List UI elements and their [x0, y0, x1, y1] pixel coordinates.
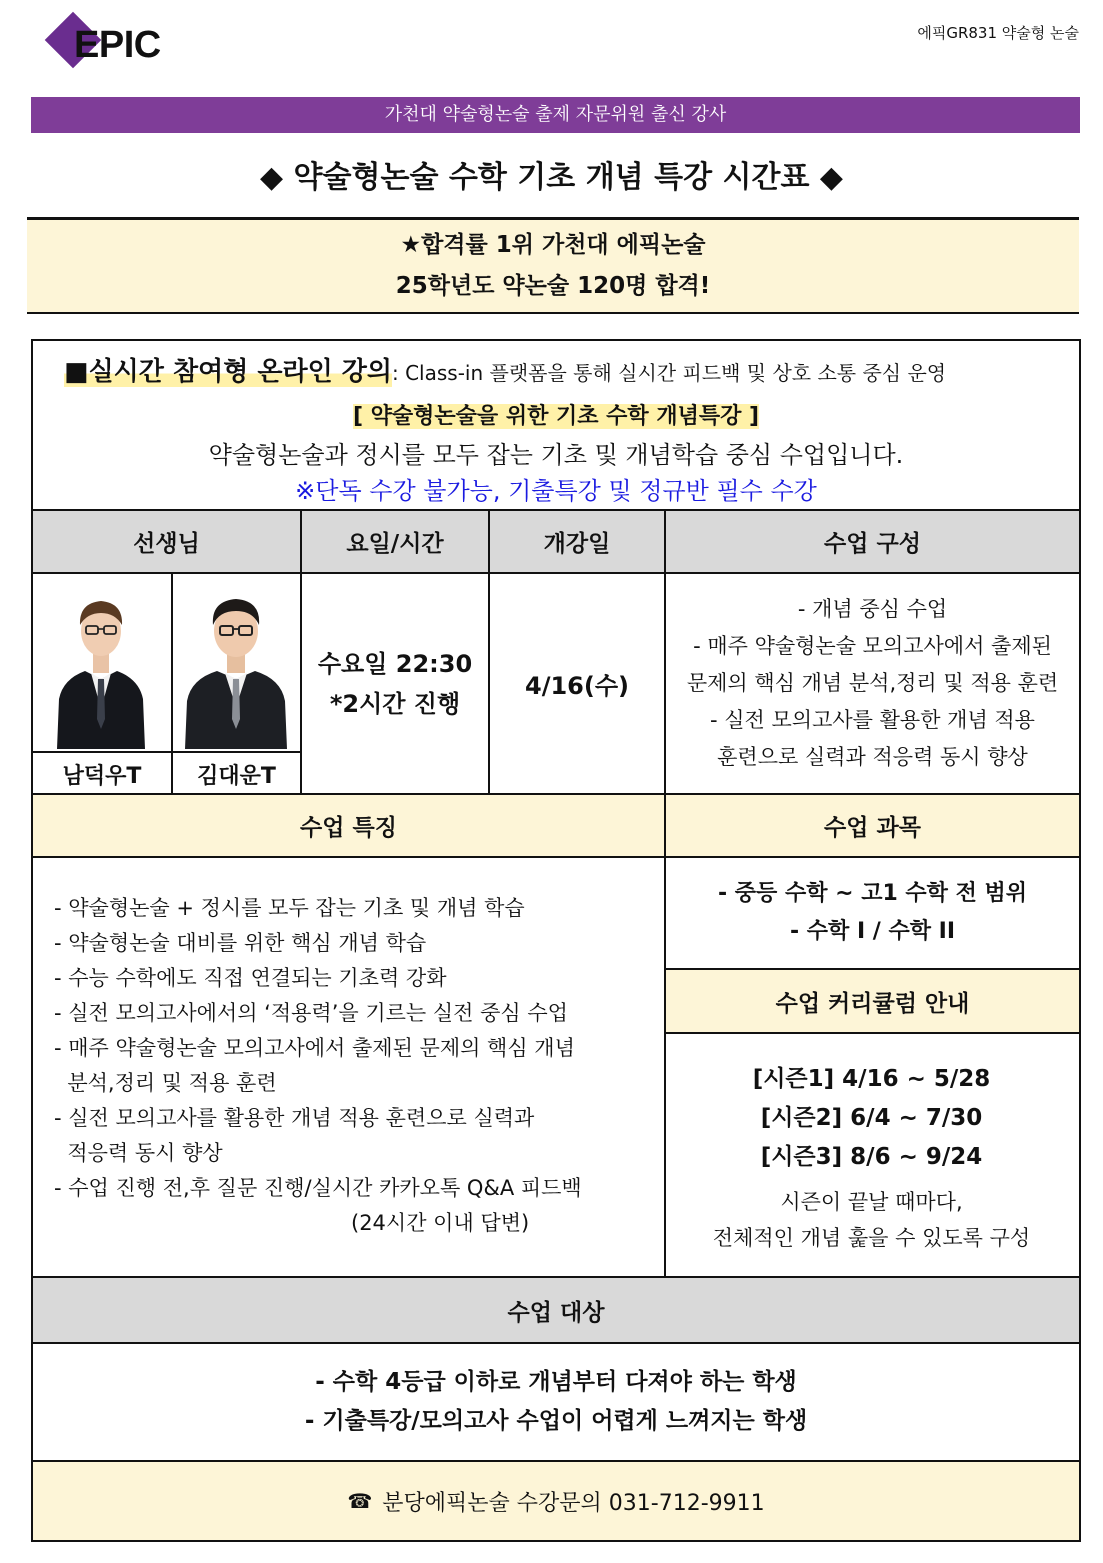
highlight-box [27, 220, 1079, 314]
header-start-date: 개강일 [488, 509, 664, 572]
features-header: 수업 특징 [33, 793, 664, 856]
curriculum-header: 수업 커리큘럼 안내 [664, 968, 1079, 1032]
course-name-text: [ 약술형논술을 위한 기초 수학 개념특강 ] [352, 404, 760, 429]
composition-cell [664, 572, 1079, 793]
subjects-cell [664, 856, 1079, 968]
composition-line: - 매주 약술형논술 모의고사에서 출제된 [693, 634, 1052, 658]
teacher-photo-1 [49, 579, 153, 749]
logo-text: EPIC [74, 24, 161, 66]
lecture-type-detail: : Class-in 플랫폼을 통해 실시간 피드백 및 상호 소통 중심 운영 [392, 361, 947, 385]
feature-item: - 매주 약술형논술 모의고사에서 출제된 문제의 핵심 개념 [54, 1036, 575, 1060]
feature-item: - 약술형논술 대비를 위한 핵심 개념 학습 [54, 931, 427, 955]
teacher-cell-1 [33, 572, 171, 793]
target-header: 수업 대상 [33, 1276, 1079, 1342]
curriculum-note-line: 시즌이 끝날 때마다, [780, 1190, 963, 1214]
class-time [300, 572, 488, 793]
composition-line: - 실전 모의고사를 활용한 개념 적용 [710, 708, 1035, 732]
page-title: ◆ 약술형논술 수학 기초 개념 특강 시간표 ◆ [260, 160, 843, 195]
season-item: [시즌2] 6/4 ~ 7/30 [760, 1105, 983, 1131]
contact-cell [33, 1460, 1079, 1540]
subjects-header: 수업 과목 [664, 793, 1079, 856]
feature-item: - 실전 모의고사에서의 ‘적용력’을 기르는 실전 중심 수업 [54, 1001, 568, 1025]
feature-item: - 수업 진행 전,후 질문 진행/실시간 카카오톡 Q&A 피드백 [54, 1176, 582, 1200]
start-date: 4/16(수) [488, 572, 664, 793]
feature-item: 분석,정리 및 적용 훈련 [54, 1071, 277, 1095]
target-line: - 기출특강/모의고사 수업이 어렵게 느껴지는 학생 [304, 1408, 808, 1434]
course-notice: ※단독 수강 불가능, 기출특강 및 정규반 필수 수강 [295, 477, 817, 505]
banner: 가천대 약술형논술 출제 자문위원 출신 강사 [31, 97, 1080, 133]
subject-line: - 중등 수학 ~ 고1 수학 전 범위 [717, 881, 1027, 906]
teacher-cell-2 [171, 572, 300, 793]
intro-section [33, 341, 1079, 509]
class-time-duration: *2시간 진행 [329, 689, 461, 718]
season-list [666, 1060, 1077, 1177]
feature-item: - 수능 수학에도 직접 연결되는 기초력 강화 [54, 966, 447, 990]
header-teacher: 선생님 [33, 509, 300, 572]
teacher-name-2: 김대운T [173, 751, 300, 795]
season-item: [시즌1] 4/16 ~ 5/28 [752, 1066, 991, 1092]
curriculum-note-line: 전체적인 개념 훑을 수 있도록 구성 [712, 1226, 1031, 1250]
composition-line: 훈련으로 실력과 적응력 동시 향상 [717, 745, 1028, 769]
phone-icon: ☎ [347, 1489, 373, 1513]
curriculum-cell [664, 1032, 1079, 1276]
features-cell [33, 856, 664, 1276]
composition-line: - 개념 중심 수업 [797, 597, 948, 621]
composition-line: 문제의 핵심 개념 분석,정리 및 적용 훈련 [686, 671, 1059, 695]
features-list [54, 891, 582, 1241]
document-code: 에픽GR831 약술형 논술 [917, 24, 1079, 42]
subject-line: - 수학 I / 수학 II [789, 919, 956, 944]
epic-logo [44, 16, 184, 76]
schedule-table [31, 339, 1081, 1542]
lecture-type [64, 351, 946, 388]
course-description: 약술형논술과 정시를 모두 잡는 기초 및 개념학습 중심 수업입니다. [208, 441, 904, 469]
season-item: [시즌3] 8/6 ~ 9/24 [760, 1144, 983, 1170]
curriculum-note [666, 1184, 1077, 1256]
header-composition: 수업 구성 [664, 509, 1079, 572]
highlight-line-1: ★합격률 1위 가천대 에픽논술 [400, 232, 706, 258]
feature-item: - 실전 모의고사를 활용한 개념 적용 훈련으로 실력과 [54, 1106, 535, 1130]
course-name [33, 399, 1079, 430]
class-time-day: 수요일 22:30 [317, 649, 473, 678]
header-time: 요일/시간 [300, 509, 488, 572]
target-cell [33, 1342, 1079, 1460]
feature-item: - 약술형논술 + 정시를 모두 잡는 기초 및 개념 학습 [54, 896, 525, 920]
lecture-type-lead: ■실시간 참여형 온라인 강의 [64, 357, 392, 387]
teacher-photo-2 [181, 583, 291, 749]
teacher-name-1: 남덕우T [33, 751, 171, 795]
feature-item: 적응력 동시 향상 [54, 1141, 223, 1165]
highlight-line-2: 25학년도 약논술 120명 합격! [395, 273, 711, 299]
target-line: - 수학 4등급 이하로 개념부터 다져야 하는 학생 [315, 1369, 797, 1395]
contact-text: 분당에픽논술 수강문의 031-712-9911 [382, 1490, 765, 1516]
feature-item: (24시간 이내 답변) [351, 1211, 530, 1235]
